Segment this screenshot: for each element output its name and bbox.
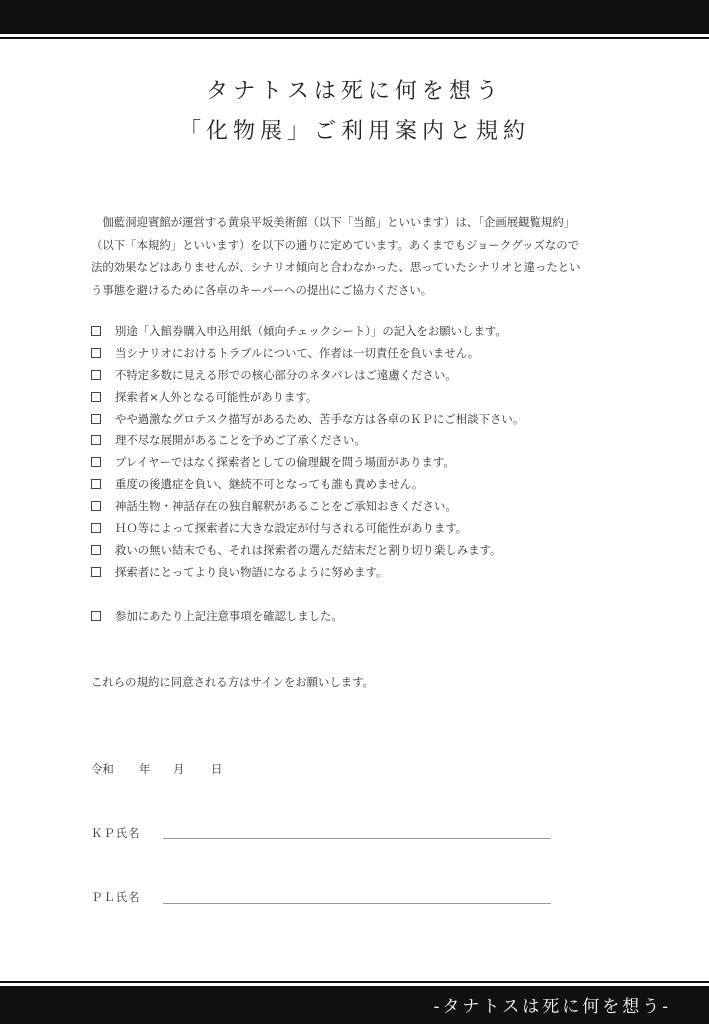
checklist-item <box>91 365 631 387</box>
agreement-note: これらの規約に同意される方はサインをお願いします。 <box>91 675 375 689</box>
checklist-item-text: 当シナリオにおけるトラブルについて、作者は一切責任を負いません。 <box>115 345 480 360</box>
checklist-item-text: 別途「入館券購入申込用紙（傾向チェックシート）」の記入をお願いします。 <box>115 324 507 338</box>
checkbox-icon[interactable] <box>91 348 101 358</box>
checklist-item-text: 重度の後遺症を負い、継続不可となっても誰も責めません。 <box>115 477 424 492</box>
pl-name-label: ＰＬ氏名 <box>91 890 141 904</box>
checklist-item-text: 救いの無い結末でも、それは探索者の選んだ結末だと割り切り楽しみます。 <box>115 542 502 557</box>
precaution-checklist <box>91 321 631 584</box>
confirmation-item <box>91 605 343 627</box>
bottom-border-line <box>0 981 709 983</box>
checklist-item-text: プレイヤーではなく探索者としての倫理観を問う場面があります。 <box>115 455 455 470</box>
checklist-item <box>91 430 631 452</box>
footer-title: -タナトスは死に何を想う- <box>433 997 671 1017</box>
checklist-item <box>91 343 631 365</box>
checklist-item <box>91 409 631 431</box>
checkbox-icon[interactable] <box>91 414 101 424</box>
checkbox-icon[interactable] <box>91 523 101 533</box>
bottom-border-band <box>0 986 709 1024</box>
date-year-label: 年 <box>139 762 151 776</box>
intro-paragraph <box>91 211 631 301</box>
checkbox-icon[interactable] <box>91 611 101 621</box>
checklist-item-text: 神話生物・神話存在の独自解釈があることをご承知おきください。 <box>115 499 457 514</box>
date-era-label: 令和 <box>91 762 114 776</box>
date-day-label: 日 <box>211 762 223 776</box>
document-subtitle: 「化物展」ご利用案内と規約 <box>178 119 530 144</box>
checkbox-icon[interactable] <box>91 392 101 402</box>
checkbox-icon[interactable] <box>91 479 101 489</box>
date-month-label: 月 <box>173 762 185 776</box>
pl-signature-line[interactable] <box>163 903 551 904</box>
checklist-item <box>91 540 631 562</box>
checklist-item-text: 探索者にとってより良い物語になるように努めます。 <box>115 564 388 579</box>
top-border-line <box>0 37 709 39</box>
checkbox-icon[interactable] <box>91 567 101 577</box>
checklist-item-text: ＨＯ等によって探索者に大きな設定が付与される可能性があります。 <box>115 521 468 536</box>
checkbox-icon[interactable] <box>91 501 101 511</box>
checkbox-icon[interactable] <box>91 457 101 467</box>
checklist-item <box>91 452 631 474</box>
intro-line: 伽藍洞迎賓館が運営する黄泉平坂美術館（以下「当館」といいます）は、「企画展観覧規約」 <box>91 215 576 229</box>
checklist-item-text: 探索者×人外となる可能性があります。 <box>115 389 318 404</box>
checklist-item <box>91 518 631 540</box>
confirmation-text: 参加にあたり上記注意事項を確認しました。 <box>115 609 343 623</box>
checkbox-icon[interactable] <box>91 326 101 336</box>
intro-line: 法的効果などはありませんが、シナリオ傾向と合わなかった、思っていたシナリオと違ったとい <box>91 260 581 274</box>
kp-name-label: ＫＰ氏名 <box>91 826 141 840</box>
checklist-item-text: やや過激なグロテスク描写があるため、苦手な方は各卓のＫＰにご相談下さい。 <box>115 411 525 426</box>
checklist-item-text: 理不尽な展開があることを予めご了承ください。 <box>115 433 366 448</box>
checklist-item <box>91 562 631 584</box>
intro-line: （以下「本規約」といいます）を以下の通りに定めています。あくまでもジョークグッズなので <box>91 237 580 252</box>
checklist-item <box>91 321 631 343</box>
checklist-item <box>91 474 631 496</box>
date-field <box>91 758 222 780</box>
checkbox-icon[interactable] <box>91 370 101 380</box>
intro-line: う事態を避けるために各卓のキーパーへの提出にご協力ください。 <box>91 282 433 297</box>
document-title: タナトスは死に何を想う <box>206 79 503 104</box>
checkbox-icon[interactable] <box>91 435 101 445</box>
checkbox-icon[interactable] <box>91 545 101 555</box>
checklist-item <box>91 496 631 518</box>
kp-signature-line[interactable] <box>163 838 551 839</box>
checklist-item-text: 不特定多数に見える形での核心部分のネタバレはご遠慮ください。 <box>115 367 457 382</box>
checklist-item <box>91 387 631 409</box>
top-border-band <box>0 0 709 34</box>
